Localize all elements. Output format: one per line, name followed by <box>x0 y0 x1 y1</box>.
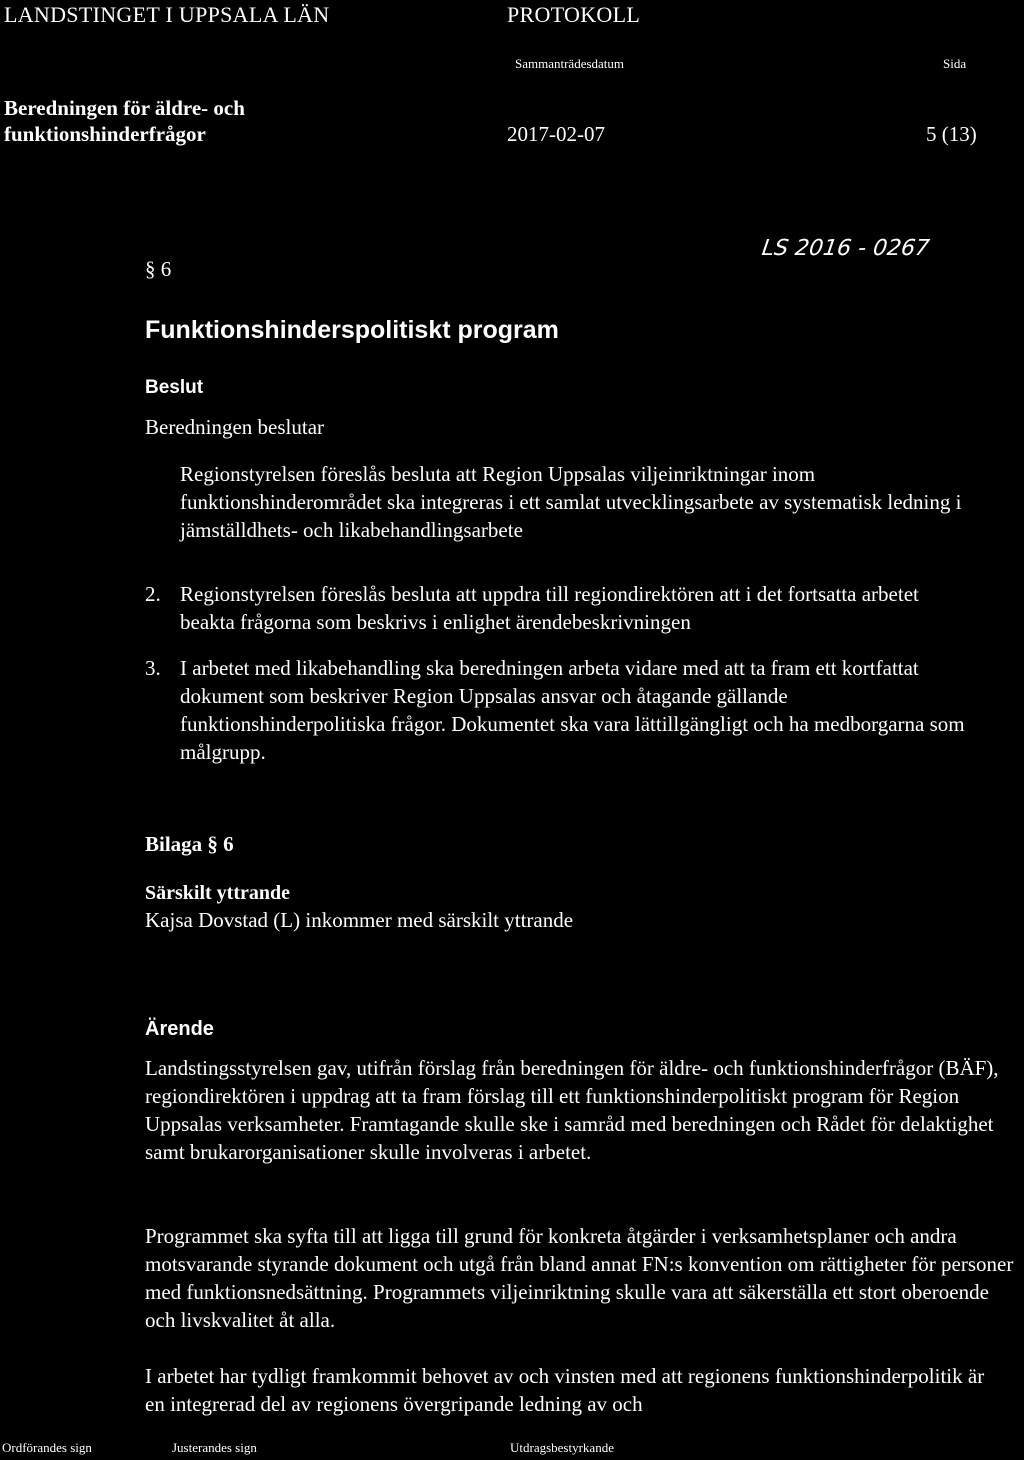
decision-item-1-text: Regionstyrelsen föreslås besluta att Region Uppsalas viljeinriktningar inom funktionshinderområdet ska integreras i ett samlat utvecklingsarbete av systematisk ledning i jämställdhets- och likabehandlingsarbete <box>180 462 962 542</box>
organization-name: LANDSTINGET I UPPSALA LÄN <box>4 2 330 27</box>
statement-text: Kajsa Dovstad (L) inkommer med särskilt yttrande <box>145 908 574 932</box>
case-paragraph-2: Programmet ska syfta till att ligga till grund för konkreta åtgärder i verksamhetsplaner och andra motsvarande styrande dokument och utgå från bland annat FN:s konvention om rättigheter för personer med funktionsnedsättning. Programmets viljeinriktning skulle vara att säkerställa ett stort oberoende och livskvalitet åt alla. <box>145 1224 1014 1332</box>
meeting-date: 2017-02-07 <box>507 122 605 146</box>
document-type: PROTOKOLL <box>507 2 641 27</box>
attachment-label: Bilaga § 6 <box>145 832 234 856</box>
section-title: Funktionshinderspolitiskt program <box>145 316 559 344</box>
certified-extract-label: Utdragsbestyrkande <box>510 1440 614 1455</box>
decision-item-2-number: 2. <box>145 582 161 606</box>
handwritten-case-number: LS 2016 - 0267 <box>760 236 931 261</box>
statement-heading: Särskilt yttrande <box>145 882 290 904</box>
committee-name-line1: Beredningen för äldre- och <box>4 96 245 120</box>
chair-signature-label: Ordförandes sign <box>2 1440 92 1455</box>
decision-intro: Beredningen beslutar <box>145 415 325 439</box>
decision-item-3-number: 3. <box>145 656 161 680</box>
case-paragraph-1: Landstingsstyrelsen gav, utifrån förslag från beredningen för äldre- och funktionshinderfrågor (BÄF), regiondirektören i uppdrag att ta fram förslag till ett funktionshinderpolitiskt program för Region Uppsalas verksamheter. Framtagande skulle ske i samråd med beredningen och Rådet för delaktighet samt brukarorganisationer skulle involveras i arbetet. <box>145 1056 999 1164</box>
decision-item-3-text: I arbetet med likabehandling ska beredningen arbeta vidare med att ta fram ett kortfattat dokument som beskriver Region Uppsalas ansvar och åtagande gällande funktionshinderpolitiska frågor. Dokumentet ska vara lättillgängligt och ha medborgarna som målgrupp. <box>180 656 965 764</box>
case-heading: Ärende <box>145 1018 214 1040</box>
case-paragraph-3: I arbetet har tydligt framkommit behovet av och vinsten med att regionens funktionshinderpolitik är en integrerad del av regionens övergripande ledning av och <box>145 1364 985 1416</box>
committee-name-line2: funktionshinderfrågor <box>4 122 206 146</box>
adjuster-signature-label: Justerandes sign <box>172 1440 257 1455</box>
decision-item-2-text: Regionstyrelsen föreslås besluta att uppdra till regiondirektören att i det fortsatta arbetet beakta frågorna som beskrivs i enlighet ärendebeskrivningen <box>180 582 919 634</box>
decision-heading: Beslut <box>145 377 204 398</box>
page-number: 5 (13) <box>926 122 977 146</box>
page-label: Sida <box>943 56 967 71</box>
paragraph-mark: § 6 <box>145 257 172 281</box>
meeting-date-label: Sammanträdesdatum <box>515 56 625 71</box>
